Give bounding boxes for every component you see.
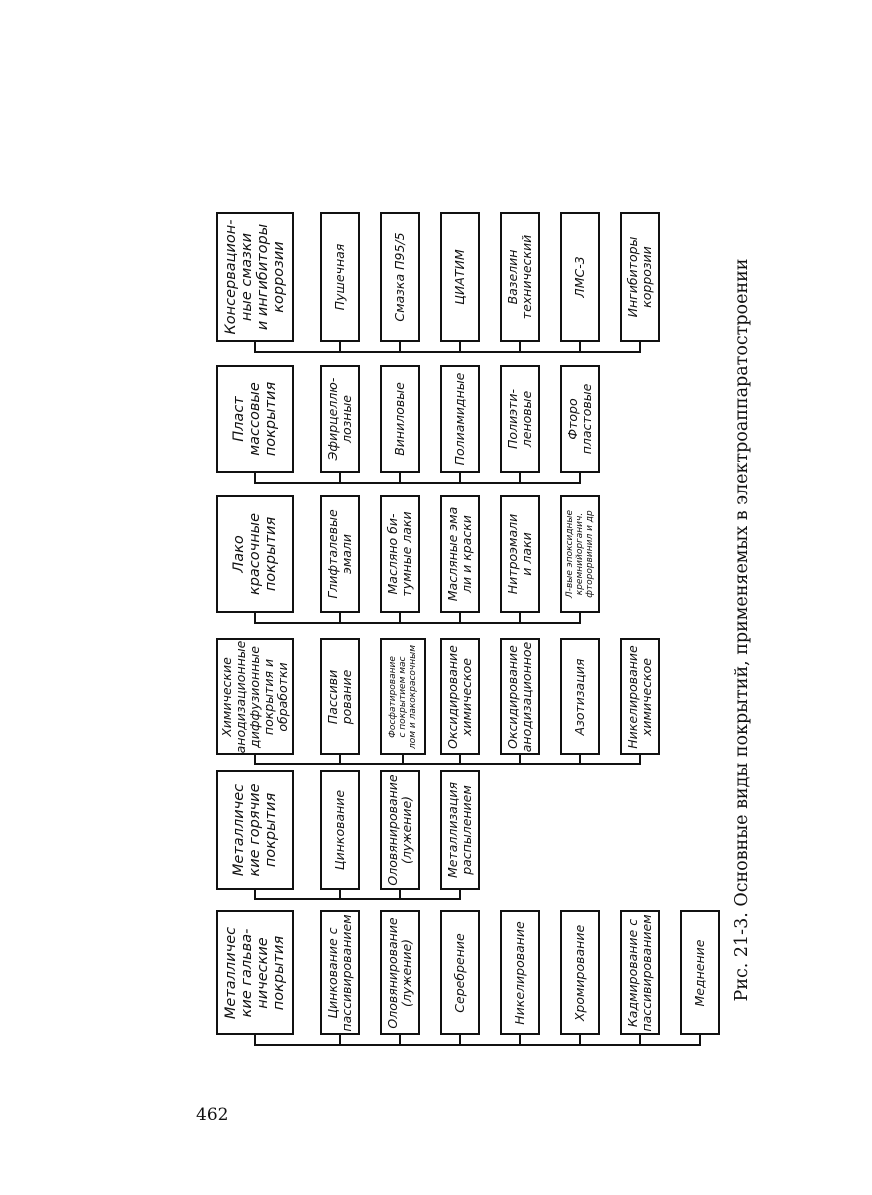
coating-item-box (320, 910, 360, 1035)
connector-stub (459, 890, 461, 899)
connector-stub (399, 342, 401, 352)
coating-item-label: Виниловые (392, 382, 407, 456)
connector-stub (399, 890, 401, 899)
connector-stub (459, 755, 461, 764)
page-number: 462 (196, 1105, 229, 1125)
coating-item-box (320, 365, 360, 473)
connector-stub (639, 755, 641, 764)
connector-bus (254, 1044, 701, 1046)
connector-stub (254, 342, 256, 352)
coating-item-label: Фосфатирование с покрытием мас лом и лакокрасочным (388, 644, 418, 749)
group-header-label: Лако красочные покрытия (231, 512, 279, 596)
coating-item-label: Оловянирование (лужение) (385, 916, 414, 1029)
group-header-label: Металличес кие гальва- нические покрытия (223, 926, 287, 1019)
connector-stub (459, 613, 461, 623)
coating-item-label: ЦИАТИМ (452, 249, 467, 305)
coating-item-box (500, 495, 540, 613)
connector-stub (699, 1035, 701, 1045)
coating-item-box (320, 638, 360, 755)
connector-stub (254, 755, 256, 764)
coating-item-box (380, 910, 420, 1035)
coating-item-label: Азотизация (572, 658, 587, 735)
connector-stub (639, 1035, 641, 1045)
coating-item-box (560, 910, 600, 1035)
connector-stub (579, 473, 581, 483)
connector-stub (459, 1035, 461, 1045)
coating-item-label: ЛМС-3 (572, 256, 587, 298)
coating-item-label: Эфирцеллю- лозные (325, 377, 354, 461)
connector-stub (254, 1035, 256, 1045)
connector-stub (254, 473, 256, 483)
coating-item-label: Л-вые эпоксидные кремнийорганич. фторорвинил и др (565, 509, 595, 599)
connector-stub (254, 890, 256, 899)
coating-item-box (560, 212, 600, 342)
group-header-label: Химические анодизационные диффузионные покрытия и обработки (219, 640, 290, 753)
coating-item-label: Масляно би- тумные лаки (385, 511, 414, 597)
coating-item-box (620, 910, 660, 1035)
coating-item-box (560, 495, 600, 613)
coating-item-box (380, 770, 420, 890)
connector-stub (339, 755, 341, 764)
group-header-label: Консервацион- ные смазки и ингибиторы коррозии (223, 219, 287, 335)
coating-item-label: Фторо пластовые (565, 383, 594, 455)
coating-item-box (680, 910, 720, 1035)
coating-item-label: Полиэти- леновые (505, 389, 534, 449)
group-header-box (216, 770, 294, 890)
connector-bus (254, 763, 641, 765)
connector-stub (399, 473, 401, 483)
connector-bus (254, 482, 581, 484)
connector-stub (402, 755, 404, 764)
coating-item-label: Никелирование (512, 920, 527, 1025)
connector-stub (579, 613, 581, 623)
coating-item-label: Меднение (692, 939, 707, 1006)
coating-item-label: Пассиви рование (325, 669, 354, 724)
coating-item-box (560, 638, 600, 755)
coating-item-box (320, 212, 360, 342)
coating-item-label: Пушечная (332, 243, 347, 311)
coating-item-box (500, 638, 540, 755)
coating-item-box (560, 365, 600, 473)
coating-item-box (620, 212, 660, 342)
connector-stub (579, 342, 581, 352)
connector-stub (339, 1035, 341, 1045)
figure-caption: Рис. 21-3. Основные виды покрытий, применяемых в электроаппаратостроении (732, 258, 752, 1002)
coating-item-label: Цинкование с пассивированием (325, 913, 354, 1032)
connector-stub (459, 342, 461, 352)
coating-item-box (320, 495, 360, 613)
coating-item-box (440, 770, 480, 890)
connector-stub (579, 1035, 581, 1045)
connector-stub (519, 755, 521, 764)
connector-bus (254, 622, 581, 624)
coating-item-label: Кадмирование с пассивированием (625, 913, 654, 1032)
connector-stub (399, 1035, 401, 1045)
connector-bus (254, 898, 461, 900)
coating-item-box (380, 365, 420, 473)
coating-item-label: Полиамидные (452, 372, 467, 466)
coating-item-label: Оксидирование химическое (445, 644, 474, 749)
coating-item-box (440, 365, 480, 473)
connector-stub (519, 613, 521, 623)
coating-item-label: Серебрение (452, 932, 467, 1013)
coating-item-label: Цинкование (332, 789, 347, 871)
coating-item-label: Ингибиторы коррозии (625, 236, 654, 318)
group-header-box (216, 638, 294, 755)
coating-item-label: Нитроэмали и лаки (505, 513, 534, 595)
coating-item-box (620, 638, 660, 755)
coating-item-box (380, 495, 420, 613)
coating-item-label: Масляные эма ли и краски (445, 506, 474, 602)
coating-item-label: Хромирование (572, 924, 587, 1021)
connector-stub (339, 890, 341, 899)
coating-item-box (320, 770, 360, 890)
connector-stub (459, 473, 461, 483)
coating-item-label: Смазка П95/5 (392, 232, 407, 322)
connector-stub (519, 342, 521, 352)
coating-item-box (440, 495, 480, 613)
coating-item-box (380, 212, 420, 342)
connector-stub (399, 613, 401, 623)
coating-item-box (500, 910, 540, 1035)
connector-stub (254, 613, 256, 623)
group-header-box (216, 495, 294, 613)
coating-item-box (380, 638, 426, 755)
coating-item-label: Глифталевые эмали (325, 509, 354, 599)
coating-item-label: Металлизация распылением (445, 782, 474, 878)
group-header-box (216, 365, 294, 473)
connector-stub (519, 473, 521, 483)
group-header-label: Пласт массовые покрытия (231, 381, 279, 457)
group-header-box (216, 212, 294, 342)
coating-item-box (440, 638, 480, 755)
group-header-label: Металличес кие горячие покрытия (231, 783, 279, 877)
connector-stub (339, 342, 341, 352)
coating-item-label: Оловянирование (лужение) (385, 774, 414, 886)
connector-bus (254, 351, 641, 353)
connector-stub (519, 1035, 521, 1045)
coating-item-label: Вазелин технический (505, 234, 534, 320)
coating-item-box (440, 910, 480, 1035)
coating-item-label: Оксидирование анодизационное (505, 641, 534, 752)
connector-stub (339, 613, 341, 623)
connector-stub (639, 342, 641, 352)
coating-item-box (500, 365, 540, 473)
connector-stub (339, 473, 341, 483)
coating-item-label: Никелирование химическое (625, 644, 654, 749)
connector-stub (579, 755, 581, 764)
group-header-box (216, 910, 294, 1035)
coating-item-box (500, 212, 540, 342)
coating-item-box (440, 212, 480, 342)
